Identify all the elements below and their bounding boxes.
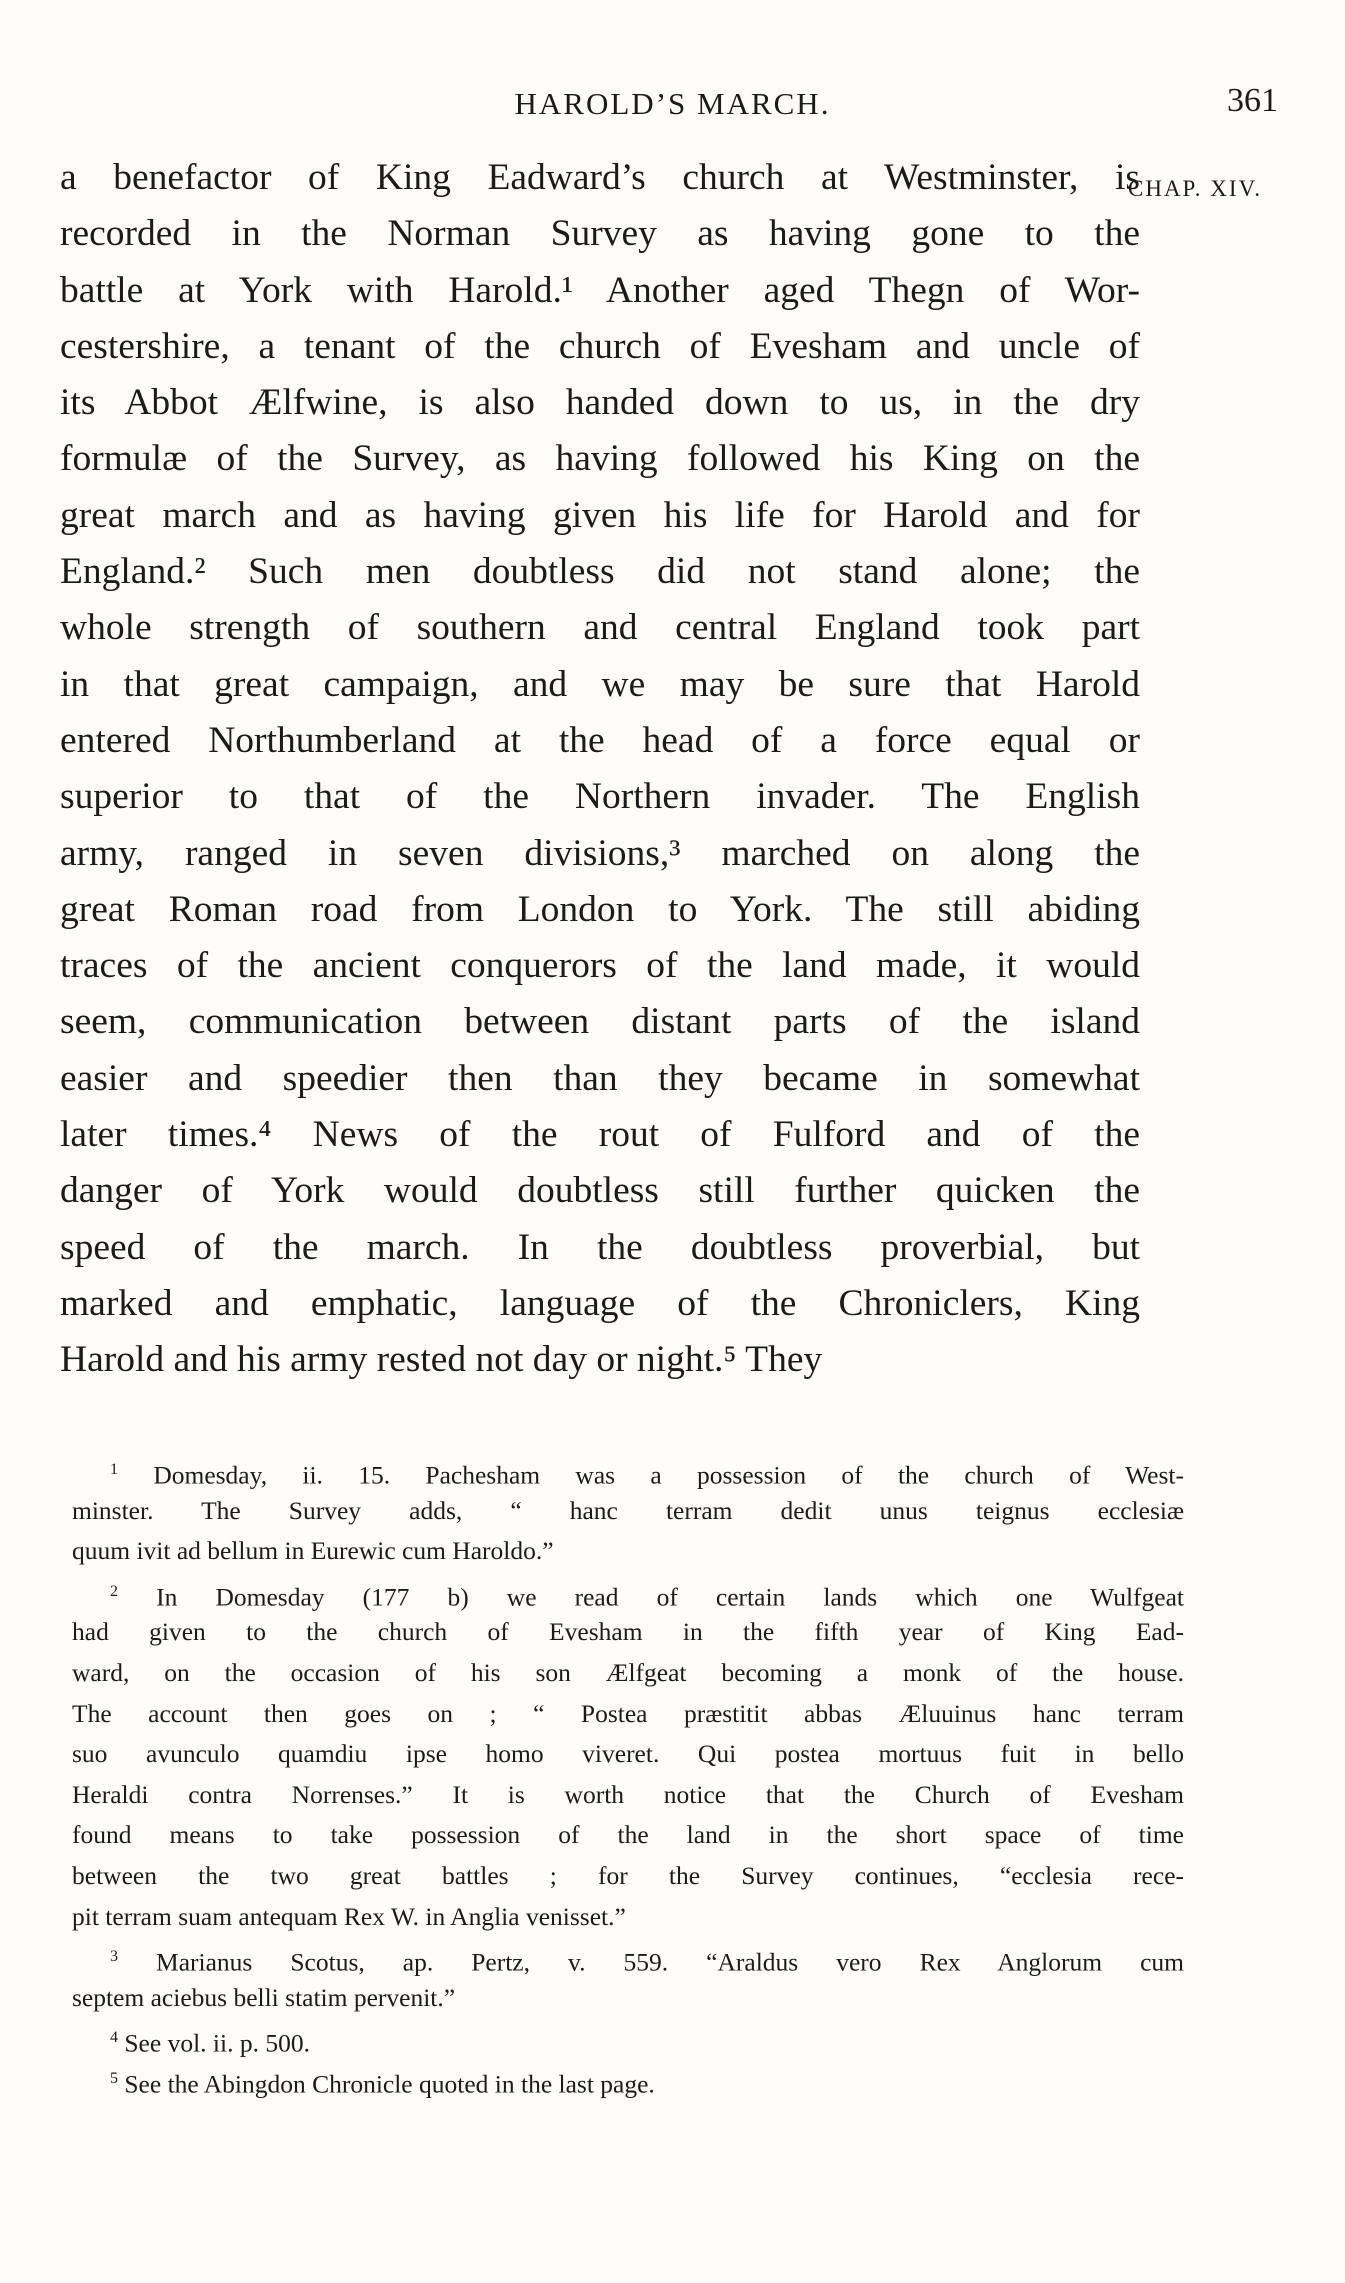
footnote-3-line (72, 1937, 1184, 1978)
body-line: in that great campaign, and we may be sure that Harold (60, 663, 1140, 705)
footnote-text: See the Abingdon Chronicle quoted in the last page. (124, 2069, 655, 2099)
footnote-text: See vol. ii. p. 500. (124, 2028, 310, 2058)
body-line: whole strength of southern and central England took part (60, 607, 1140, 649)
footnote-2-line (72, 1572, 1184, 1613)
body-line: Harold and his army rested not day or night.⁵ They (60, 1339, 823, 1381)
footnote-2-line: had given to the church of Evesham in the fifth year of King Ead- (72, 1617, 1184, 1647)
running-title: HAROLD’S MARCH. (514, 86, 831, 121)
footnote-text: Marianus Scotus, ap. Pertz, v. 559. “Araldus vero Rex Anglorum cum (156, 1947, 1185, 1977)
footnote-marker: 2 (110, 1582, 118, 1600)
footnote-2-line: ward, on the occasion of his son Ælfgeat becoming a monk of the house. (72, 1657, 1184, 1687)
body-line: formulæ of the Survey, as having followed his King on the (60, 438, 1140, 480)
footnote-2-line: found means to take possession of the land in the short space of time (72, 1820, 1184, 1850)
footnote-marker: 5 (110, 2069, 118, 2087)
page-number: 361 (1227, 82, 1278, 119)
footnote-marker: 1 (110, 1461, 118, 1478)
footnote-2-line: between the two great battles ; for the Survey continues, “ecclesia rece- (72, 1860, 1184, 1890)
body-line: its Abbot Ælfwine, is also handed down to us, in the dry (60, 382, 1140, 424)
footnote-2-line: suo avunculo quamdiu ipse homo viveret. Qui postea mortuus fuit in bello (72, 1739, 1184, 1769)
body-line: later times.⁴ News of the rout of Fulford and of the (60, 1114, 1140, 1156)
body-line: recorded in the Norman Survey as having gone to the (60, 213, 1140, 255)
body-line: seem, communication between distant parts of the island (60, 1001, 1140, 1043)
body-line: traces of the ancient conquerors of the land made, it would (60, 945, 1140, 987)
footnote-text: Domesday, ii. 15. Pachesham was a possession of the church of West- (153, 1460, 1185, 1490)
footnotes (72, 1450, 1184, 2100)
body-line: great march and as having given his life for Harold and for (60, 494, 1140, 536)
footnote-1-line: minster. The Survey adds, “ hanc terram dedit unus teignus ecclesiæ (72, 1495, 1184, 1525)
chapter-marker: CHAP. XIV. (1128, 176, 1262, 201)
page-header (0, 78, 1345, 128)
footnote-1-line: quum ivit ad bellum in Eurewic cum Haroldo.” (72, 1536, 554, 1566)
body-line: marked and emphatic, language of the Chroniclers, King (60, 1282, 1140, 1324)
footnote-marker: 3 (110, 1948, 118, 1966)
body-line: danger of York would doubtless still further quicken the (60, 1170, 1140, 1212)
footnote-5-line (72, 2059, 1184, 2100)
body-line: speed of the march. In the doubtless proverbial, but (60, 1226, 1140, 1268)
body-line: great Roman road from London to York. The still abiding (60, 888, 1140, 930)
footnote-4-line (72, 2018, 1184, 2059)
body-line: cestershire, a tenant of the church of Evesham and uncle of (60, 325, 1140, 367)
body-text (60, 150, 1140, 1389)
footnote-2-line: Heraldi contra Norrenses.” It is worth notice that the Church of Evesham (72, 1779, 1184, 1809)
footnote-marker: 4 (110, 2029, 118, 2047)
footnote-2-line: The account then goes on ; “ Postea præstitit abbas Æluuinus hanc terram (72, 1698, 1184, 1728)
body-line: England.² Such men doubtless did not stand alone; the (60, 551, 1140, 593)
body-line: battle at York with Harold.¹ Another aged Thegn of Wor- (60, 269, 1140, 311)
footnote-2-line: pit terram suam antequam Rex W. in Anglia venisset.” (72, 1901, 626, 1931)
body-line: army, ranged in seven divisions,³ marched on along the (60, 832, 1140, 874)
footnote-text: In Domesday (177 b) we read of certain lands which one Wulfgeat (156, 1582, 1185, 1612)
body-line: entered Northumberland at the head of a force equal or (60, 719, 1140, 761)
footnote-1-line (72, 1450, 1184, 1491)
footnote-3-line: septem aciebus belli statim pervenit.” (72, 1982, 456, 2012)
body-line: easier and speedier then than they became in somewhat (60, 1057, 1140, 1099)
body-line: a benefactor of King Eadward’s church at Westminster, is (60, 157, 1140, 198)
body-line: superior to that of the Northern invader. The English (60, 776, 1140, 818)
